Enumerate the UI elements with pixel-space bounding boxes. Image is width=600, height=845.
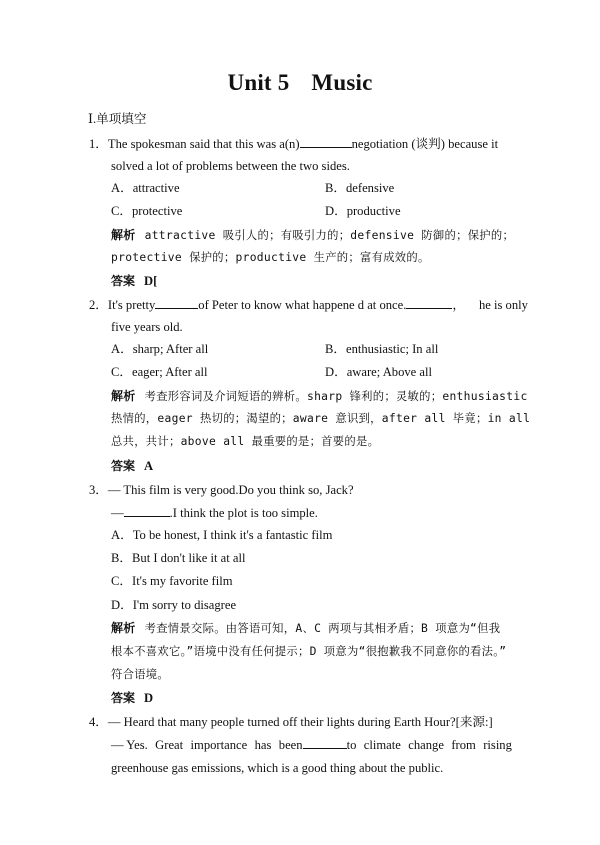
page-title [0, 70, 600, 96]
answer-label: 答案 [111, 691, 136, 705]
option-d: D．aware; Above all [325, 365, 433, 379]
analysis-2: 解析 考查形容词及介词短语的辨析。sharp 锋利的；灵敏的；enthusiastic [111, 389, 528, 403]
question-1-stem-cont: solved a lot of problems between the two sides. [111, 159, 350, 173]
option-d: D．I'm sorry to disagree [111, 598, 237, 612]
analysis-label: 解析 [111, 228, 136, 242]
analysis-1: 解析 attractive 吸引人的；有吸引力的；defensive 防御的；保护的； [111, 228, 515, 242]
analysis-label: 解析 [111, 389, 136, 403]
answer-label: 答案 [111, 274, 136, 288]
question-4-reply: — Yes. Great importance has been to climate change from rising [111, 738, 512, 752]
option-b: B．enthusiastic; In all [325, 342, 439, 356]
analysis-3-cont: 根本不喜欢它。”语境中没有任何提示；D 项意为“很抱歉我不同意你的看法。” [111, 645, 507, 658]
section-heading: Ⅰ.单项填空 [88, 112, 147, 126]
answer-3: 答案 D [111, 691, 154, 705]
analysis-1-cont: protective 保护的；productive 生产的；富有成效的。 [111, 251, 430, 264]
title-topic: Music [311, 70, 373, 95]
answer-blank [303, 737, 347, 749]
analysis-3-cont2: 符合语境。 [111, 668, 169, 681]
analysis-3: 解析 考查情景交际。由答语可知，A、C 两项与其相矛盾；B 项意为“但我 [111, 621, 501, 635]
question-number: 1． [89, 137, 108, 151]
analysis-label: 解析 [111, 621, 136, 635]
option-a: A．sharp; After all [111, 342, 209, 356]
question-4-reply-cont: greenhouse gas emissions, which is a good thing about the public. [111, 761, 444, 775]
question-3-stem: 3．— This film is very good.Do you think so, Jack? [89, 483, 354, 497]
title-unit: Unit 5 [227, 70, 290, 95]
option-c: C．protective [111, 204, 183, 218]
option-d: D．productive [325, 204, 401, 218]
answer-label: 答案 [111, 459, 136, 473]
option-a: A．attractive [111, 181, 180, 195]
question-4-stem: 4．— Heard that many people turned off their lights during Earth Hour?[来源:] [89, 715, 493, 729]
question-2-stem: 2．It's pretty of Peter to know what happene d at once. ， he is only [89, 298, 528, 312]
question-number: 4． [89, 715, 108, 729]
answer-blank [406, 297, 452, 309]
analysis-2-cont2: 总共，共计；above all 最重要的是；首要的是。 [111, 435, 380, 448]
question-number: 2． [89, 298, 108, 312]
answer-blank [155, 297, 198, 309]
question-3-reply: — .I think the plot is too simple. [111, 506, 318, 520]
question-2-stem-cont: five years old. [111, 320, 183, 334]
option-c: C．It's my favorite film [111, 574, 233, 588]
question-1-stem: 1．The spokesman said that this was a(n) negotiation (谈判) because it [89, 137, 499, 151]
answer-blank [300, 136, 352, 148]
answer-2: 答案 A [111, 459, 154, 473]
answer-blank [124, 505, 170, 517]
option-b: B．defensive [325, 181, 395, 195]
analysis-2-cont: 热情的，eager 热切的；渴望的；aware 意识到，after all 毕竟；in all [111, 412, 531, 425]
option-b: B．But I don't like it at all [111, 551, 246, 565]
question-number: 3． [89, 483, 108, 497]
option-a: A．To be honest, I think it's a fantastic film [111, 528, 333, 542]
option-c: C．eager; After all [111, 365, 208, 379]
answer-1: 答案 D[ [111, 274, 158, 288]
